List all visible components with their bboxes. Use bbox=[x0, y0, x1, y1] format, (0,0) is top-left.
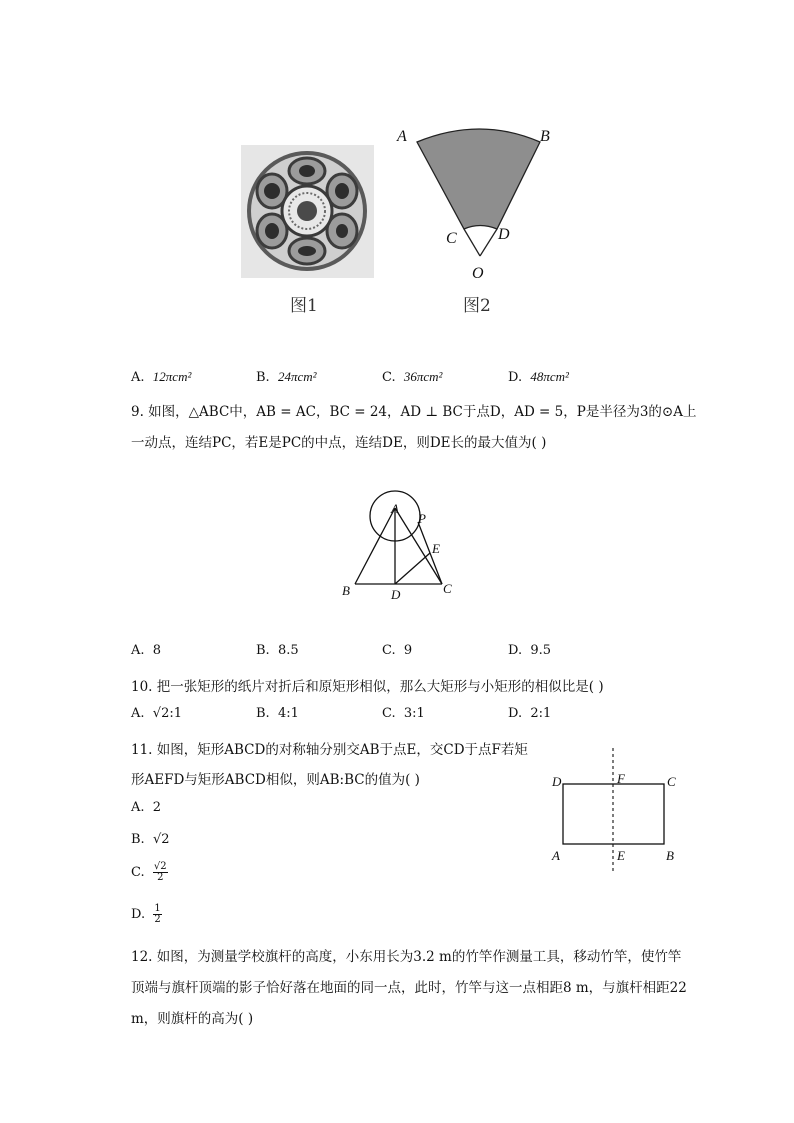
q8-option-c: C. 36πcm² bbox=[382, 369, 443, 385]
fraction: $\frac{1}{2}$ bbox=[154, 903, 161, 925]
q11-option-c: C. $\frac{√2}{2}$ bbox=[131, 861, 167, 883]
q9-option-d: D. 9.5 bbox=[508, 643, 552, 658]
label-A-q11: A bbox=[552, 848, 560, 863]
q11-stem-line2: 形AEFD与矩形ABCD相似，则AB:BC的值为( ) bbox=[131, 772, 420, 788]
label-A-fig2: A bbox=[397, 128, 407, 145]
label-A-q9: A bbox=[391, 501, 399, 516]
q10-option-a: A. √2:1 bbox=[131, 706, 183, 721]
label-F-q11: F bbox=[617, 771, 625, 786]
q11-option-d: D. $\frac{1}{2}$ bbox=[131, 903, 161, 925]
q12-stem-line1: 12. 如图，为测量学校旗杆的高度，小东用长为3.2 m的竹竿作测量工具，移动竹竿，使竹竿 bbox=[131, 949, 682, 965]
q9-stem-line1: 9. 如图，△ABC中，AB = AC，BC = 24，AD ⊥ BC于点D，AD = 5，P是半径为3的⊙A上 bbox=[131, 404, 697, 420]
q9-option-a: A. 8 bbox=[131, 643, 162, 658]
label-D-fig2: D bbox=[498, 226, 510, 243]
label-D-q11: D bbox=[552, 774, 562, 789]
label-B-fig2: B bbox=[540, 128, 550, 145]
q8-option-b: B. 24πcm² bbox=[256, 369, 317, 385]
label-P-q9: P bbox=[418, 511, 426, 526]
label-E-q9: E bbox=[432, 541, 440, 556]
q8-option-d: D. 48πcm² bbox=[508, 369, 569, 385]
q10-option-b: B. 4:1 bbox=[256, 706, 299, 721]
q10-stem: 10. 把一张矩形的纸片对折后和原矩形相似，那么大矩形与小矩形的相似比是( ) bbox=[131, 679, 604, 695]
q11-option-a: A. 2 bbox=[131, 800, 162, 815]
q9-stem-line2: 一动点，连结PC，若E是PC的中点，连结DE，则DE长的最大值为( ) bbox=[131, 435, 547, 451]
q10-option-d: D. 2:1 bbox=[508, 706, 552, 721]
label-O-fig2: O bbox=[472, 265, 484, 282]
label-C-q11: C bbox=[667, 774, 676, 789]
label-D-q9: D bbox=[391, 587, 401, 602]
q10-option-c: C. 3:1 bbox=[382, 706, 425, 721]
label-C-q9: C bbox=[443, 581, 452, 596]
q9-option-c: C. 9 bbox=[382, 643, 413, 658]
fraction: $\frac{√2}{2}$ bbox=[153, 861, 167, 883]
figure-1-caption: 图1 bbox=[290, 296, 318, 316]
figure-1-photo bbox=[241, 145, 374, 278]
figure-2-caption: 图2 bbox=[463, 296, 491, 316]
label-C-fig2: C bbox=[446, 230, 457, 247]
q9-option-b: B. 8.5 bbox=[256, 643, 299, 658]
label-B-q11: B bbox=[666, 848, 674, 863]
label-B-q9: B bbox=[342, 583, 350, 598]
q8-option-a: A. 12πcm² bbox=[131, 369, 192, 385]
label-E-q11: E bbox=[617, 848, 625, 863]
q11-option-b: B. √2 bbox=[131, 832, 170, 847]
q11-stem-line1: 11. 如图，矩形ABCD的对称轴分别交AB于点E，交CD于点F若矩 bbox=[131, 742, 528, 758]
q12-stem-line3: m，则旗杆的高为( ) bbox=[131, 1011, 254, 1027]
q12-stem-line2: 顶端与旗杆顶端的影子恰好落在地面的同一点，此时，竹竿与这一点相距8 m，与旗杆相距22 bbox=[131, 980, 687, 996]
